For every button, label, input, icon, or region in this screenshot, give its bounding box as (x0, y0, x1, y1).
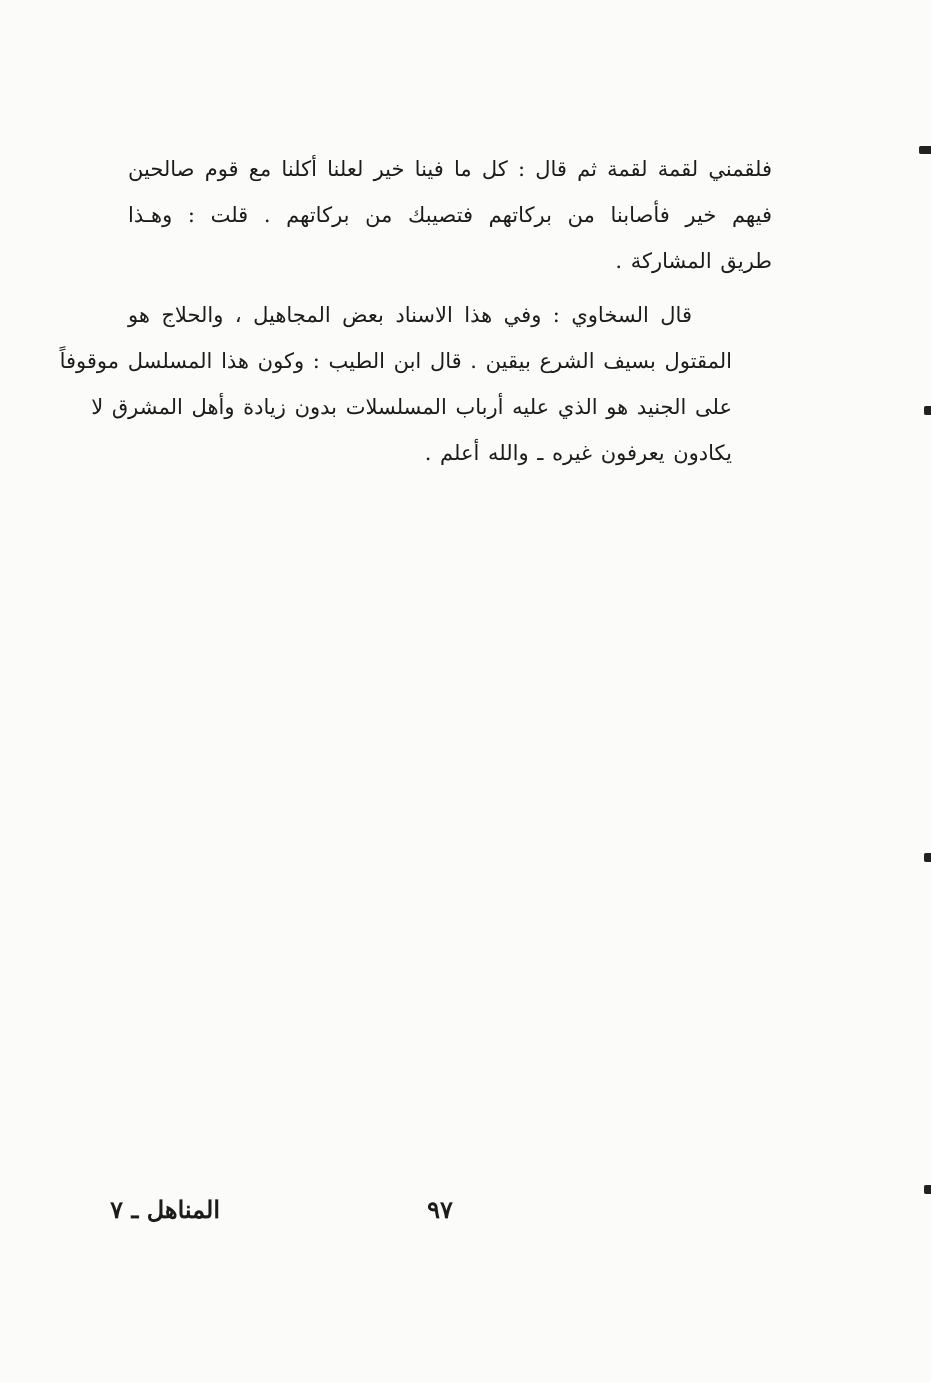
paragraph-1-line-1: فلقمني لقمة لقمة ثم قال : كل ما فينا خير لعلنا أكلنا مع قوم صالحين (128, 157, 772, 181)
running-title: المناهل ـ ٧ (110, 1195, 220, 1224)
page-number: ٩٧ (427, 1195, 453, 1224)
scan-edge-mark (924, 853, 931, 862)
paragraph-2-line-4: يكادون يعرفون غيره ـ والله أعلم . (424, 441, 732, 465)
paragraph-2-line-3: على الجنيد هو الذي عليه أرباب المسلسلات بدون زيادة وأهل المشرق لا (91, 395, 732, 419)
paragraph-1 (128, 146, 772, 284)
scan-edge-mark (919, 146, 931, 154)
paragraph-2 (59, 292, 772, 476)
paragraph-1-line-3: طريق المشاركة . (615, 249, 772, 273)
scan-edge-mark (924, 1185, 931, 1194)
scan-edge-mark (924, 406, 931, 415)
paragraph-2-line-1: قال السخاوي : وفي هذا الاسناد بعض المجاهيل ، والحلاج هو (128, 303, 692, 327)
paragraph-1-line-2: فيهم خير فأصابنا من بركاتهم فتصيبك من بركاتهم . قلت : وهـذا (128, 203, 772, 227)
paragraph-2-line-2: المقتول بسيف الشرع بيقين . قال ابن الطيب : وكون هذا المسلسل موقوفاً (59, 349, 732, 373)
